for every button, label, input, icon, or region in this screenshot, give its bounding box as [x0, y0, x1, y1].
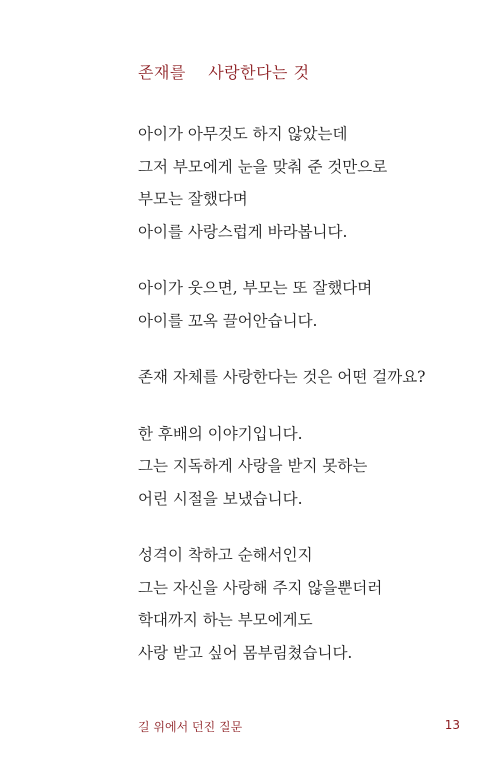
- text-line: 그는 지독하게 사랑을 받지 못하는: [138, 457, 368, 475]
- page-number: 13: [444, 718, 460, 732]
- text-line: 아이가 아무것도 하지 않았는데: [138, 125, 348, 143]
- page-footer: [138, 718, 460, 738]
- text-line: 학대까지 하는 부모에게도: [138, 611, 313, 629]
- stanza: [138, 272, 468, 337]
- running-footer-title: 길 위에서 던진 질문: [138, 720, 243, 734]
- text-line: 부모는 잘했다며: [138, 190, 248, 208]
- text-line: 사랑 받고 싶어 몸부림쳤습니다.: [138, 643, 353, 662]
- stanza: [138, 539, 468, 669]
- text-line: 아이가 웃으면, 부모는 또 잘했다며: [138, 279, 373, 297]
- text-line: 그는 자신을 사랑해 주지 않을뿐더러: [138, 578, 383, 597]
- page-title: 존재를 사랑한다는 것: [138, 63, 310, 82]
- text-line: 존재 자체를 사랑한다는 것은 어떤 걸까요?: [138, 368, 426, 386]
- stanza: [138, 418, 468, 516]
- text-line: 아이를 꼬옥 끌어안습니다.: [138, 311, 318, 330]
- text-line: 어린 시절을 보냈습니다.: [138, 489, 303, 508]
- stanza: [138, 118, 468, 248]
- text-line: 아이를 사랑스럽게 바라봅니다.: [138, 222, 348, 241]
- stanza: [138, 361, 468, 394]
- text-line: 성격이 착하고 순해서인지: [138, 546, 313, 564]
- text-line: 그저 부모에게 눈을 맞춰 준 것만으로: [138, 157, 388, 176]
- text-line: 한 후배의 이야기입니다.: [138, 424, 303, 443]
- body-text: [138, 118, 468, 693]
